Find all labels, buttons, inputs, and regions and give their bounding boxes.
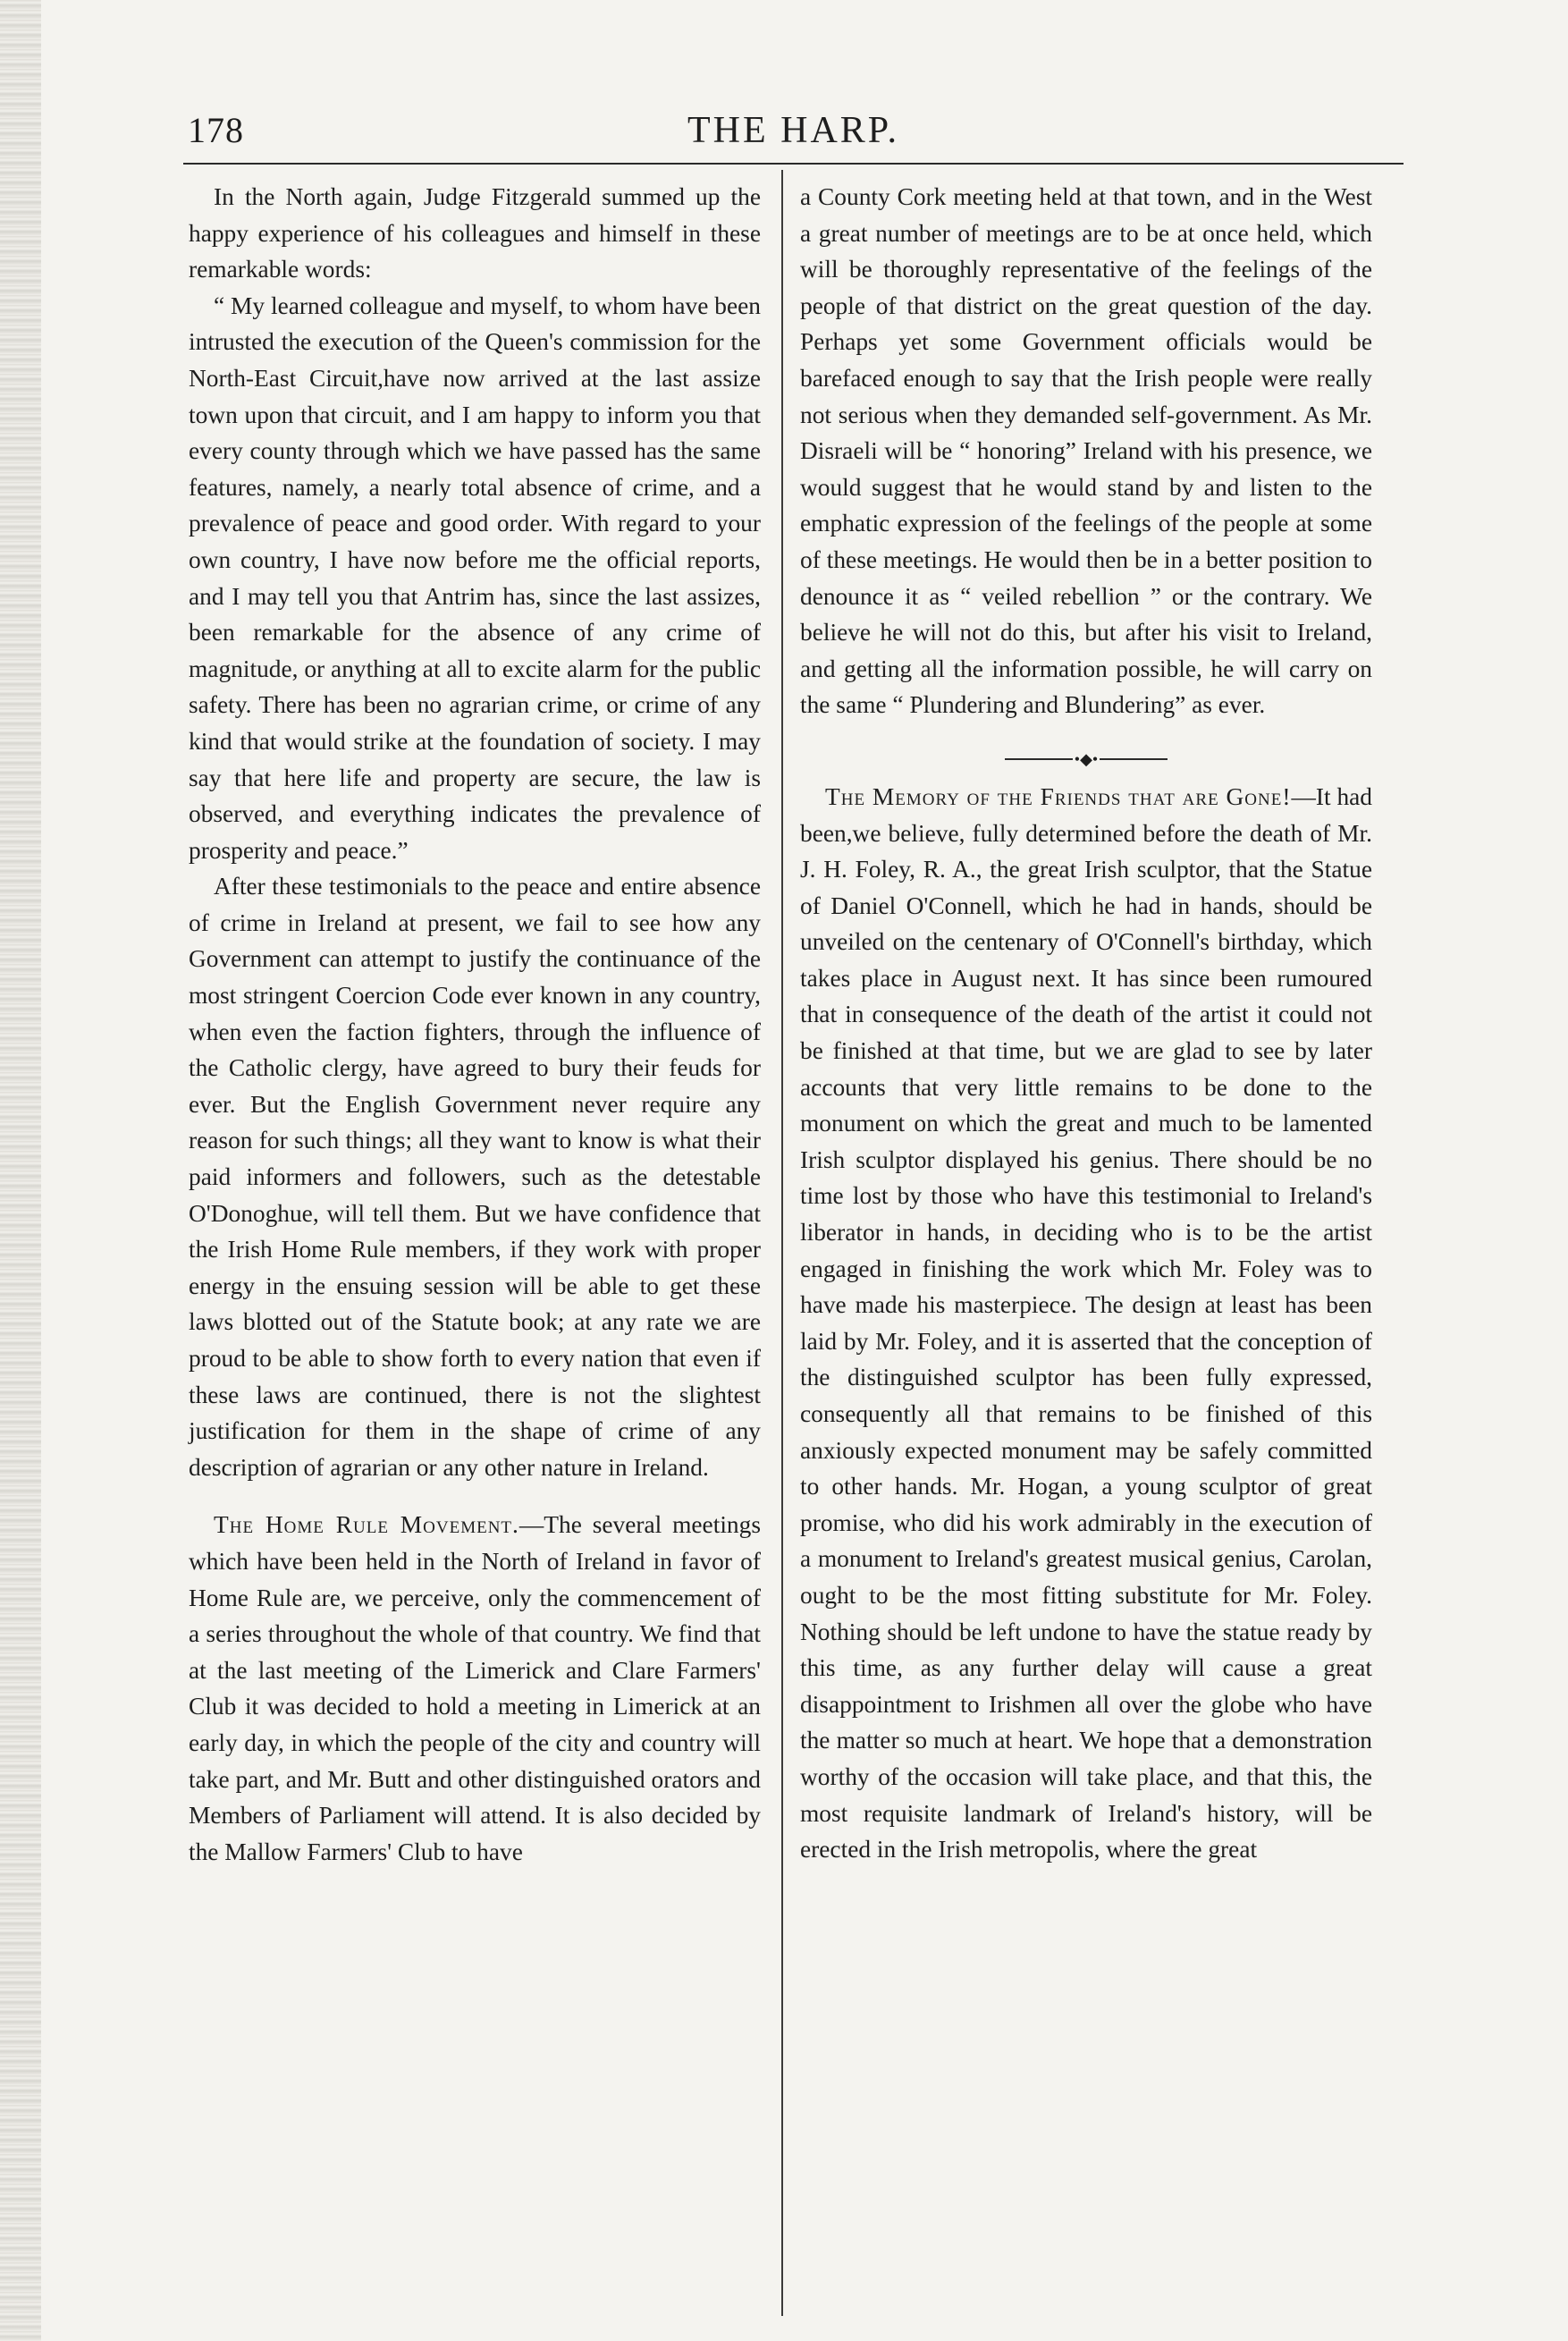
column-divider	[781, 170, 783, 2316]
journal-title: THE HARP.	[687, 110, 900, 151]
article-memory-of-friends	[800, 779, 1372, 1868]
header-rule	[183, 163, 1404, 165]
ornament-line-right	[1100, 758, 1168, 760]
paragraph-cork-meeting: a County Cork meeting held at that town, and in the West a great number of meetings are to be at once held, which will be thoroughly representative of the feelings of the people of that district on the great question of the day. Perhaps yet some Government officials would be barefaced enough to say that the Irish people were really not serious when they demanded self-government. As Mr. Disraeli will be “ honoring” Ireland with his presence, we would suggest that he would stand by and listen to the emphatic expression of the feelings of the people at some of these meetings. He would then be in a better position to denounce it as “ veiled rebellion ” or the contrary. We believe he will not do this, but after his visit to Ireland, and getting all the information possible, he will carry on the same “ Plundering and Blundering” as ever.	[800, 183, 1372, 719]
paragraph-fitzgerald-quote: “ My learned colleague and myself, to whom have been intrusted the execution of the Queen's commission for the North-East Circuit,have now arrived at the last assize town upon that circuit, and I am happy to inform you that every county through which we have passed has the same features, namely, a nearly total absence of crime, and a prevalence of peace and good order. With regard to your own country, I have now before me the official reports, and I may tell you that Antrim has, since the last assizes, been remarkable for the absence of any crime of magnitude, or anything at all to excite alarm for the public safety. There has been no agrarian crime, or crime of any kind that would strike at the foundation of society. I may say that here life and property are secure, the law is observed, and everything indicates the prevalence of prosperity and peace.”	[189, 292, 761, 864]
section-ornament	[800, 739, 1372, 775]
article-heading-home-rule: The Home Rule Movement.	[214, 1511, 519, 1539]
spacer	[800, 723, 1372, 736]
article-home-rule-movement	[189, 1507, 761, 1870]
binding-edge	[0, 0, 41, 2341]
ornament-diamond-icon: •◆•	[1074, 749, 1099, 768]
right-column	[800, 179, 1372, 1868]
left-column	[189, 179, 761, 1870]
article-body-home-rule: —The several meetings which have been held in the North of Ireland in favor of Home Rule are, we perceive, only the commencement of a series throughout the whole of that country. We find that at the last meeting of the Limerick and Clare Farmers' Club it was decided to hold a meeting in Limerick at an early day, in which the people of the city and country will take part, and Mr. Butt and other distinguished orators and Members of Parliament will attend. It is also decided by the Mallow Farmers' Club to have	[189, 1511, 761, 1865]
page-number: 178	[188, 110, 244, 150]
spacer	[189, 1485, 761, 1507]
article-body-memory: —It had been,we believe, fully determined before the death of Mr. J. H. Foley, R. A., the great Irish sculptor, that the Statue of Daniel O'Connell, which he had in hands, should be unveiled on the centenary of O'Connell's birthday, which takes place in August next. It has since been rumoured that in consequence of the death of the artist it could not be finished at that time, but we are glad to see by later accounts that very little remains to be done to the monument on which the great and much to be lamented Irish sculptor displayed his genius. There should be no time lost by those who have this testimonial to Ireland's liberator in hands, in deciding who is to be the artist engaged in finishing the work which Mr. Foley was to have made his masterpiece. The design at least has been laid by Mr. Foley, and it is asserted that the conception of the distinguished sculptor has been fully expressed, consequently all that remains to be finished of this anxiously expected monument may be safely committed to other hands. Mr. Hogan, a young sculptor of great promise, who did his work admirably in the execution of a monument to Ireland's greatest musical genius, Carolan, ought to be the most fitting substitute for Mr. Foley. Nothing should be left undone to have the statue ready by this time, as any further delay will cause a great disappointment to Irishmen all over the globe who have the matter so much at heart. We hope that a demonstration worthy of the occasion will take place, and that this, the most requisite landmark of Ireland's history, will be erected in the Irish metropolis, where the great	[800, 782, 1373, 1864]
paragraph-fitzgerald-intro: In the North again, Judge Fitzgerald summed up the happy experience of his colleagues and himself in these remarkable words:	[189, 183, 761, 283]
paragraph-coercion-code: After these testimonials to the peace and entire absence of crime in Ireland at present, we fail to see how any Government can attempt to justify the continuance of the most stringent Coercion Code ever known in any country, when even the faction fighters, through the influence of the Catholic clergy, have agreed to bury their feuds for ever. But the English Government never require any reason for such things; all they want to know is what their paid informers and followers, such as the detestable O'Donoghue, will tell them. But we have confidence that the Irish Home Rule members, if they work with proper energy in the ensuing session will be able to get these laws blotted out of the Statute book; at any rate we are proud to be able to show forth to every nation that even if these laws are continued, there is not the slightest justification for them in the shape of crime of any description of agrarian or any other nature in Ireland.	[189, 873, 761, 1481]
page	[183, 0, 1404, 2341]
ornament-line-left	[1005, 758, 1073, 760]
article-heading-memory: The Memory of the Friends that are Gone!	[825, 782, 1292, 810]
running-head	[183, 106, 1404, 159]
